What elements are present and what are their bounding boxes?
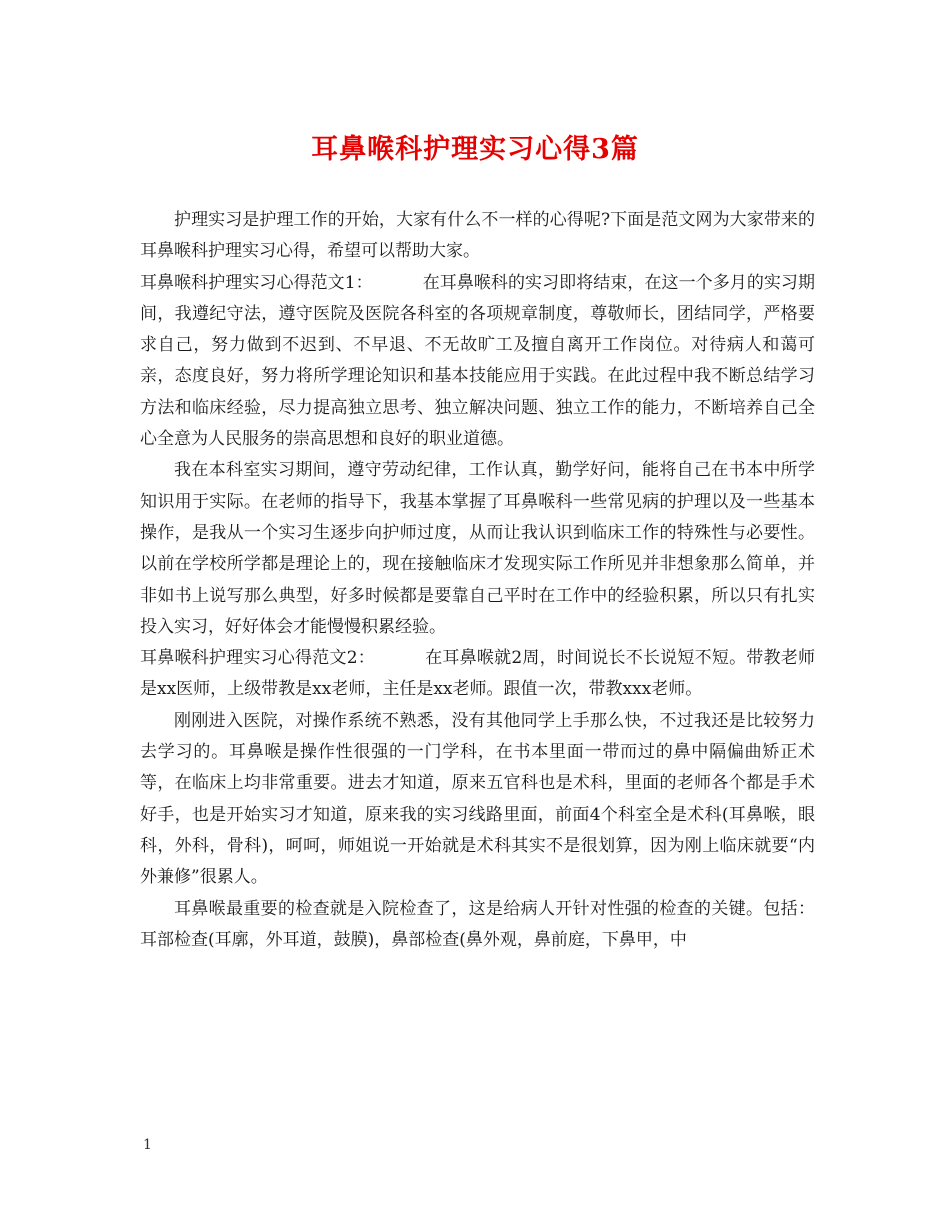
- document-body: [140, 205, 815, 956]
- sample-2-text: 在耳鼻喉就2周，时间说长不长说短不短。带教老师是xx医师，上级带教是xx老师，主任是xx老师。跟值一次，带教xxx老师。: [140, 648, 815, 700]
- sample-1-heading: 耳鼻喉科护理实习心得范文1：: [140, 272, 373, 293]
- paragraph-practice: 我在本科室实习期间，遵守劳动纪律，工作认真，勤学好问，能将自己在书本中所学知识用于实际。在老师的指导下，我基本掌握了耳鼻喉科一些常见病的护理以及一些基本操作，是我从一个实习生逐步向护师过度，从而让我认识到临床工作的特殊性与必要性。以前在学校所学都是理论上的，现在接触临床才发现实际工作所见并非想象那么简单，并非如书上说写那么典型，好多时候都是要靠自己平时在工作中的经验积累，所以只有扎实投入实习，好好体会才能慢慢积累经验。: [140, 460, 815, 637]
- paragraph-intro: 护理实习是护理工作的开始，大家有什么不一样的心得呢?下面是范文网为大家带来的耳鼻喉科护理实习心得，希望可以帮助大家。: [140, 210, 815, 262]
- sample-2-heading: 耳鼻喉科护理实习心得范文2：: [140, 648, 375, 669]
- sample-1-text: 在耳鼻喉科的实习即将结束，在这一个多月的实习期间，我遵纪守法，遵守医院及医院各科室的各项规章制度，尊敬师长，团结同学，严格要求自己，努力做到不迟到、不早退、不无故旷工及擅自离开工作岗位。对待病人和蔼可亲，态度良好，努力将所学理论知识和基本技能应用于实践。在此过程中我不断总结学习方法和临床经验，尽力提高独立思考、独立解决问题、独立工作的能力，不断培养自己全心全意为人民服务的崇高思想和良好的职业道德。: [140, 272, 815, 450]
- paragraph-hospital: 刚刚进入医院，对操作系统不熟悉，没有其他同学上手那么快，不过我还是比较努力去学习的。耳鼻喉是操作性很强的一门学科，在书本里面一带而过的鼻中隔偏曲矫正术等，在临床上均非常重要。进去才知道，原来五官科也是术科，里面的老师各个都是手术好手，也是开始实习才知道，原来我的实习线路里面，前面4个科室全是术科(耳鼻喉，眼科，外科，骨科)，呵呵，师姐说一开始就是术科其实不是很划算，因为刚上临床就要“内外兼修”很累人。: [140, 710, 815, 888]
- page-number: 1: [143, 1137, 152, 1153]
- paragraph-sample-2: [140, 643, 815, 706]
- paragraph-sample-1: [140, 268, 815, 456]
- paragraph-examination: 耳鼻喉最重要的检查就是入院检查了，这是给病人开针对性强的检查的关键。包括：耳部检查(耳廓，外耳道，鼓膜)，鼻部检查(鼻外观，鼻前庭，下鼻甲，中: [140, 898, 815, 950]
- document-title: 耳鼻喉科护理实习心得3篇: [311, 134, 639, 165]
